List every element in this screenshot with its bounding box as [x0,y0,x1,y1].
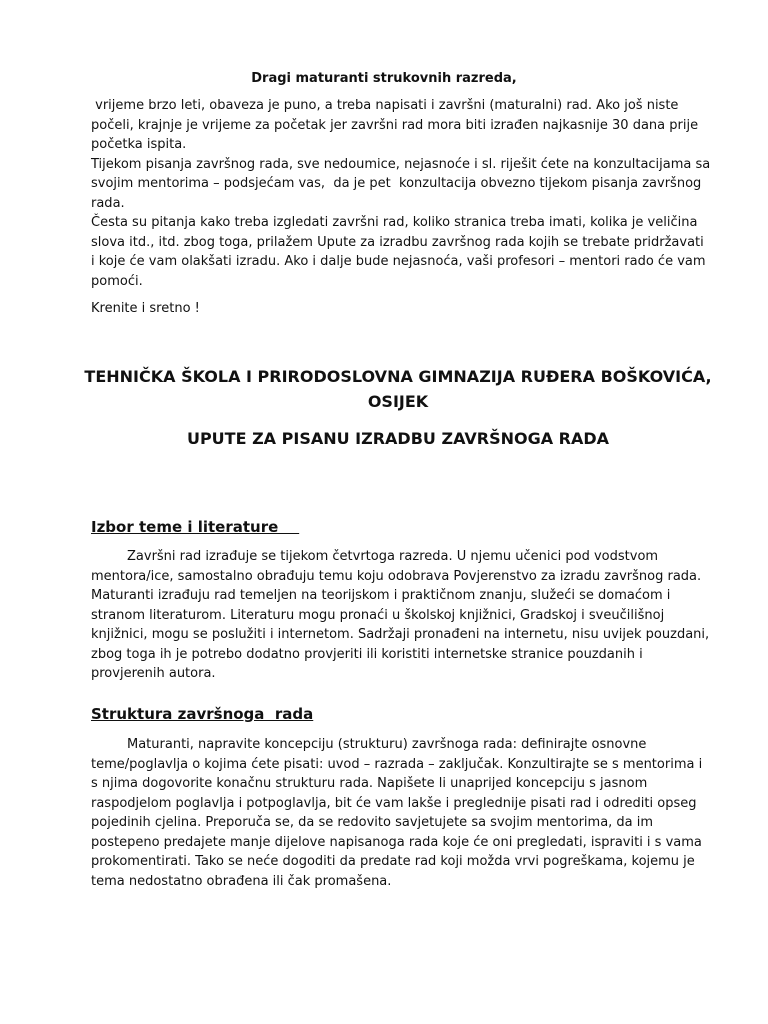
section-heading-text: Izbor teme i literature [91,518,300,536]
document-title: UPUTE ZA PISANU IZRADBU ZAVRŠNOGA RADA [186,429,610,448]
letter-greeting: Dragi maturanti strukovnih razreda, [251,71,517,86]
letter-body [91,96,715,291]
section-heading [91,516,711,538]
section-heading [91,703,711,725]
letter-paragraph: vrijeme brzo leti, obaveza je puno, a treba napisati i završni (maturalni) rad. Ako još niste počeli, krajnje je vrijeme za početak jer završni rad mora biti izrađen najkasnije 30 dana prije početka ispita. [91,98,703,152]
letter-closing: Krenite i sretno ! [91,301,200,316]
section-paragraph: Završni rad izrađuje se tijekom četvrtoga razreda. U njemu učenici pod vodstvom mentora/ice, samostalno obrađuju temu koju odobrava Povjerenstvo za izradu završnog rada. Maturanti izrađuju rad temeljen na teorijskom i praktičnom znanju, služeći se domaćom i stranom literaturom. Literaturu mogu pronaći u školskoj knjižnici, Gradskoj i sveučilišnoj knjižnici, mogu se poslužiti i internetom. Sadržaji pronađeni na internetu, nisu uvijek pouzdani, zbog toga ih je potrebo dodatno provjeriti ili koristiti internetske stranice pouzdanih i provjerenih autora. [91,549,710,681]
section-paragraph: Maturanti, napravite koncepciju (strukturu) završnoga rada: definirajte osnovne teme/poglavlja o kojima ćete pisati: uvod – razrada – zaključak. Konzultirajte se s mentorima i s njima dogovorite konačnu strukturu rada. Napišete li unaprijed koncepciju s jasnom raspodjelom poglavlja i potpoglavlja, bit će vam lakše i preglednije pisati rad i odrediti opseg pojedinih cjelina. Preporuča se, da se redovito savjetujete sa svojim mentorima, da im postepeno predajete manje dijelove napisanoga rada koje će oni pregledati, ispraviti i s vama prokomentirati. Tako se neće dogoditi da predate rad koji možda vrvi pogreškama, kojemu je tema nedostatno obrađena ili čak promašena. [91,737,703,889]
letter-paragraph: Česta su pitanja kako treba izgledati završni rad, koliko stranica treba imati, kolika je veličina slova itd., itd. zbog toga, prilažem Upute za izradbu završnog rada kojih se trebate pridržavati i koje će vam olakšati izradu. Ako i dalje bude nejasnoća, vaši profesori – mentori rado će vam pomoći. [91,215,710,289]
school-name: TEHNIČKA ŠKOLA I PRIRODOSLOVNA GIMNAZIJA RUĐERA BOŠKOVIĆA, OSIJEK [84,367,712,411]
letter-paragraph: Tijekom pisanja završnog rada, sve nedoumice, nejasnoće i sl. riješit ćete na konzultacijama sa svojim mentorima – podsjećam vas, da je pet konzultacija obvezno tijekom pisanja završnog rada. [91,156,715,211]
section-heading-text: Struktura završnoga rada [91,705,314,723]
